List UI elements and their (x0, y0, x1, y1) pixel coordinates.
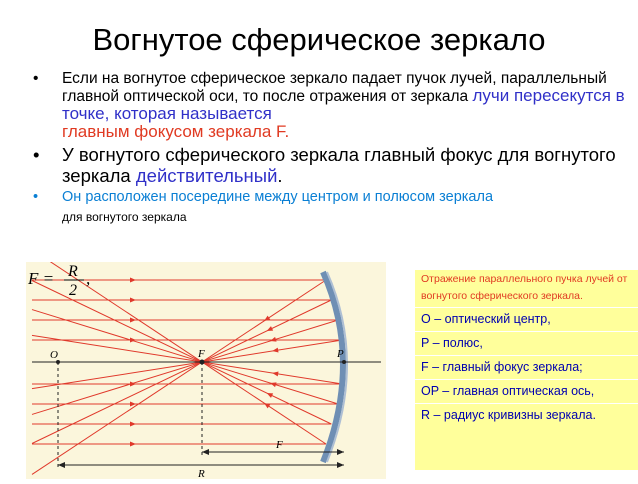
reflected-ray (32, 310, 338, 404)
legend-item-pole: P – полюс, (415, 331, 638, 355)
reflected-ray (32, 320, 338, 414)
reflected-ray (32, 340, 342, 389)
legend-item-axis: OP – главная оптическая ось, (415, 379, 638, 403)
ray-arrowhead (272, 348, 278, 353)
legend-box (415, 270, 638, 470)
slide-title: Вогнутое сферическое зеркало (92, 22, 546, 57)
bullet-2 (26, 144, 626, 186)
bullet-1 (26, 70, 626, 141)
ray-arrowhead (130, 278, 136, 283)
bullet-list (26, 70, 626, 225)
label-R-dimension: R (198, 468, 205, 479)
bullet-2-end: . (277, 165, 283, 186)
formula-tail: , (86, 269, 91, 288)
bullet-marker: • (33, 70, 39, 87)
bullet-marker: • (33, 144, 40, 165)
ray-arrowhead (272, 371, 278, 376)
bullet-3 (26, 189, 626, 225)
bullet-3-subtext: для вогнутого зеркала (62, 210, 187, 224)
label-F-dimension: F (276, 439, 283, 451)
focus-point (200, 360, 205, 365)
label-F: F (198, 348, 205, 360)
pole-point (342, 360, 346, 364)
bullet-1-highlight: лучи пересекутся в точке, которая называется (62, 86, 625, 123)
bullet-1-focus-term: главным фокусом зеркала F. (62, 122, 290, 141)
dimension-arrowhead (202, 449, 209, 455)
formula-numerator: R (68, 263, 78, 280)
legend-item-radius: R – радиус кривизны зеркала. (415, 403, 638, 427)
dimension-arrowhead (337, 462, 344, 468)
reflected-ray (32, 300, 331, 444)
bullet-2-highlight: действительный (135, 165, 278, 186)
label-P: P (337, 348, 344, 360)
focus-formula (26, 262, 126, 296)
ray-arrowhead (130, 298, 136, 303)
dimension-arrowhead (58, 462, 65, 468)
ray-arrowhead (130, 442, 136, 447)
legend-header: Отражение параллельного пучка лучей от вогнутого сферического зеркала. (421, 273, 628, 302)
bullet-2-text: У вогнутого сферического зеркала главный фокус для вогнутого зеркала (62, 144, 616, 186)
ray-arrowhead (130, 422, 136, 427)
label-O: O (50, 349, 58, 361)
reflected-ray (32, 335, 342, 384)
bullet-marker: • (33, 189, 39, 205)
formula-lhs: F = (28, 269, 55, 288)
dimension-arrowhead (337, 449, 344, 455)
bullet-3-text: Он расположен посередине между центром и полюсом зеркала (62, 189, 494, 205)
formula-denominator: 2 (69, 282, 77, 296)
mirror-diagram (26, 262, 386, 479)
bullet-1-text: Если на вогнутое сферическое зеркало падает пучок лучей, параллельный главной оптической оси, то после отражения от зеркала (62, 70, 607, 105)
reflected-ray (32, 280, 331, 424)
legend-item-focus: F – главный фокус зеркала; (415, 355, 638, 379)
ray-arrowhead (270, 382, 276, 387)
ray-arrowhead (270, 337, 276, 342)
legend-item-center: O – оптический центр, (415, 307, 638, 331)
